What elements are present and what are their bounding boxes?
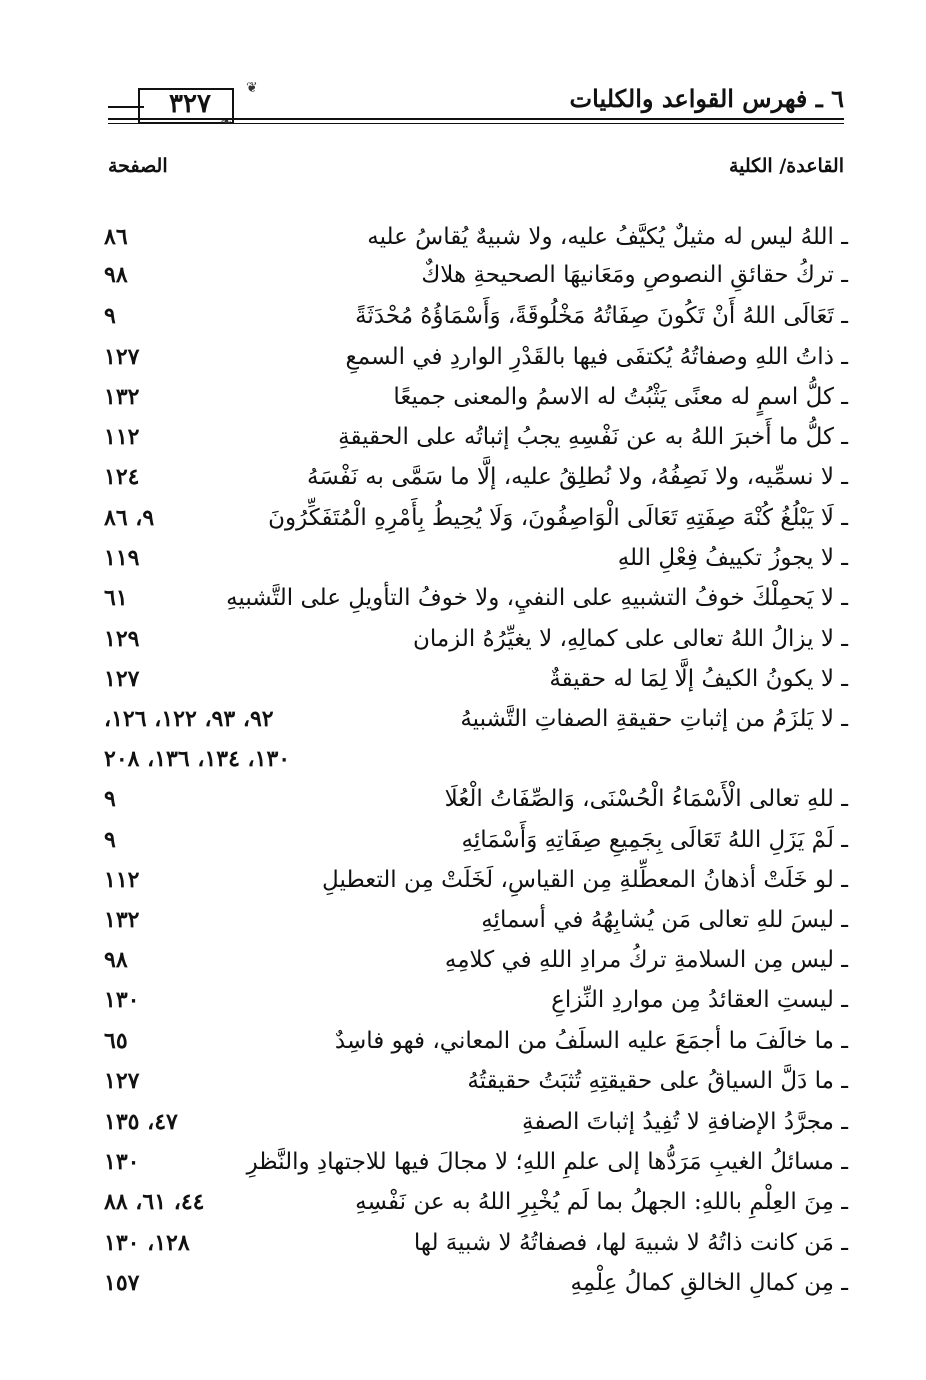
index-entry — [104, 218, 848, 256]
entry-pages: ٤٧، ١٣٥ — [104, 1109, 178, 1135]
entry-text: ـ لا نسمِّيه، ولا نَصِفُهُ، ولا نُطلِقُ عليه، إلَّا ما سَمَّى به نَفْسَهُ — [307, 464, 848, 490]
entry-pages: ٨٦ — [104, 224, 128, 250]
index-entry — [104, 1224, 848, 1262]
page-header — [0, 0, 926, 177]
entry-text: ـ لا يجوزُ تكييفُ فِعْلِ اللهِ — [617, 545, 848, 571]
entry-pages: ٩٨ — [104, 262, 128, 288]
index-entry — [104, 780, 848, 818]
entry-text: ـ للهِ تعالى الْأَسْمَاءُ الْحُسْنَى، وَالصِّفَاتُ الْعُلَا — [444, 786, 848, 812]
column-header-page: الصفحة — [108, 155, 168, 177]
index-entry — [104, 1022, 848, 1060]
entry-text: ـ لا يزالُ اللهُ تعالى على كمالِهِ، لا يغيِّرُهُ الزمان — [412, 626, 848, 652]
entry-text: ـ ما دَلَّ السياقُ على حقيقتِهِ تُثبَتُ حقيقتُهُ — [467, 1068, 848, 1094]
index-entry — [104, 378, 848, 416]
entry-pages: ١٣٢ — [104, 907, 140, 933]
index-entry — [104, 1183, 848, 1221]
entry-pages: ٩ — [104, 827, 116, 853]
header-rule — [108, 118, 844, 120]
entry-pages: ٦١ — [104, 585, 128, 611]
entry-pages: ١١٩ — [104, 545, 140, 571]
index-entry — [104, 1103, 848, 1141]
entry-text: ـ ما خالَفَ ما أجمَعَ عليه السلَفُ من المعاني، فهو فاسِدٌ — [334, 1028, 848, 1054]
index-entry — [104, 861, 848, 899]
entry-text: ـ لَمْ يَزَلِ اللهُ تَعَالَى بِجَمِيعِ صِفَاتِهِ وَأَسْمَائِهِ — [461, 827, 848, 853]
entry-text: ـ مِنَ العِلْمِ باللهِ: الجهلُ بما لَم يُخْبِرِ اللهُ به عن نَفْسِهِ — [355, 1189, 848, 1215]
entry-text: ـ مسائلُ الغيبِ مَرَدُّها إلى علمِ اللهِ؛ لا مجالَ فيها للاجتهادِ والنَّظرِ — [246, 1149, 848, 1175]
index-entry — [104, 821, 848, 859]
header-rule-short — [108, 106, 144, 108]
entry-text: ـ ليس مِن السلامةِ تركُ مرادِ اللهِ في كلامِهِ — [444, 947, 848, 973]
entry-pages: ١٢٤ — [104, 464, 140, 490]
entry-text: ـ ذاتُ اللهِ وصفاتُهُ يُكتفَى فيها بالقَدْرِ الواردِ في السمعِ — [345, 344, 848, 370]
index-entry — [104, 901, 848, 939]
entry-pages: ١٣٠، ١٣٤، ١٣٦، ٢٠٨ — [104, 746, 291, 772]
index-entry — [104, 579, 848, 617]
entry-pages: ٤٤، ٦١، ٨٨ — [104, 1189, 205, 1215]
entry-text: ـ ليسَ للهِ تعالى مَن يُشابِهُهُ في أسمائِهِ — [481, 907, 848, 933]
entry-text: ـ ليستِ العقائدُ مِن مواردِ النِّزاعِ — [551, 987, 848, 1013]
column-header-rule: القاعدة/ الكلية — [728, 155, 844, 177]
index-entry — [104, 620, 848, 658]
entry-text: ـ كلُّ ما أَخبرَ اللهُ به عن نَفْسِهِ يجبُ إثباتُه على الحقيقةِ — [338, 424, 848, 450]
entry-text: ـ تركُ حقائقِ النصوصِ ومَعَانيهَا الصحيحةِ هلاكٌ — [421, 262, 848, 288]
entry-pages: ٩ — [104, 303, 116, 329]
entry-text: ـ تَعَالَى اللهُ أَنْ تَكُونَ صِفَاتُهُ مَخْلُوقَةً، وَأَسْمَاؤُهُ مُحْدَثَةً — [355, 303, 848, 329]
index-entry — [104, 1062, 848, 1100]
entry-text: ـ مجرَّدُ الإضافةِ لا تُفِيدُ إثباتَ الصفةِ — [522, 1109, 848, 1135]
index-entry — [104, 297, 848, 335]
entry-pages: ١٢٧ — [104, 1068, 140, 1094]
entry-pages: ٦٥ — [104, 1028, 128, 1054]
ornament-icon: ❧ — [220, 114, 232, 130]
entry-text: ـ مِن كمالِ الخالقِ كمالُ عِلْمِهِ — [570, 1270, 848, 1296]
entry-pages: ٩، ٨٦ — [104, 505, 155, 531]
index-entry — [104, 1264, 848, 1302]
entry-pages: ١١٢ — [104, 424, 140, 450]
entry-text: ـ لا يَلزَمُ من إثباتِ حقيقةِ الصفاتِ التَّشبيهُ — [460, 706, 848, 732]
entry-pages: ١٣٠ — [104, 1149, 140, 1175]
entry-text: ـ لو خَلَتْ أذهانُ المعطِّلةِ مِن القياسِ، لَخَلَتْ مِن التعطيلِ — [322, 867, 848, 893]
index-entry — [104, 256, 848, 294]
running-title: ٦ ـ فهرس القواعد والكليات — [569, 84, 844, 113]
entry-pages: ١٢٧ — [104, 344, 140, 370]
entry-pages: ١٢٧ — [104, 666, 140, 692]
index-entry — [104, 981, 848, 1019]
index-entry — [104, 660, 848, 698]
entry-text: ـ مَن كانت ذاتُهُ لا شبيهَ لها، فصفاتُهُ لا شبيهَ لها — [413, 1230, 848, 1256]
entry-text: ـ لا يَحمِلْكَ خوفُ التشبيهِ على النفيِ، ولا خوفُ التأويلِ على التَّشبيهِ — [226, 585, 848, 611]
entry-pages: ١٢٨، ١٣٠ — [104, 1230, 190, 1256]
entry-text: ـ لَا يَبْلُغُ كُنْهَ صِفَتِهِ تَعَالَى الْوَاصِفُونَ، وَلَا يُحِيطُ بِأَمْرِهِ الْمُتَفَكِّرُونَ — [268, 505, 848, 531]
index-entry — [104, 458, 848, 496]
ornament-icon: ❦ — [246, 80, 258, 96]
entry-pages: ١٢٩ — [104, 626, 140, 652]
entry-pages: ١٣٢ — [104, 384, 140, 410]
entry-pages: ٩٨ — [104, 947, 128, 973]
page-number: ٣٢٧ — [169, 89, 211, 119]
index-entry — [104, 941, 848, 979]
index-entry — [104, 740, 848, 778]
entry-pages: ١١٢ — [104, 867, 140, 893]
index-entry — [104, 700, 848, 738]
entry-text: ـ لا يكونُ الكيفُ إلَّا لِمَا له حقيقةٌ — [549, 666, 848, 692]
entry-pages: ٩ — [104, 786, 116, 812]
index-entry — [104, 499, 848, 537]
index-entry — [104, 338, 848, 376]
entry-text: ـ اللهُ ليس له مثيلٌ يُكيَّفُ عليه، ولا شبيهٌ يُقاسُ عليه — [367, 224, 848, 250]
entry-text: ـ كلُّ اسمٍ له معنًى يَثْبُتُ له الاسمُ والمعنى جميعًا — [393, 384, 848, 410]
index-entry — [104, 418, 848, 456]
entry-pages: ١٥٧ — [104, 1270, 140, 1296]
entry-pages: ١٣٠ — [104, 987, 140, 1013]
index-entry — [104, 1143, 848, 1181]
index-entry — [104, 539, 848, 577]
header-rule-thin — [108, 123, 844, 124]
entry-pages: ٩٢، ٩٣، ١٢٢، ١٢٦، — [104, 706, 274, 732]
